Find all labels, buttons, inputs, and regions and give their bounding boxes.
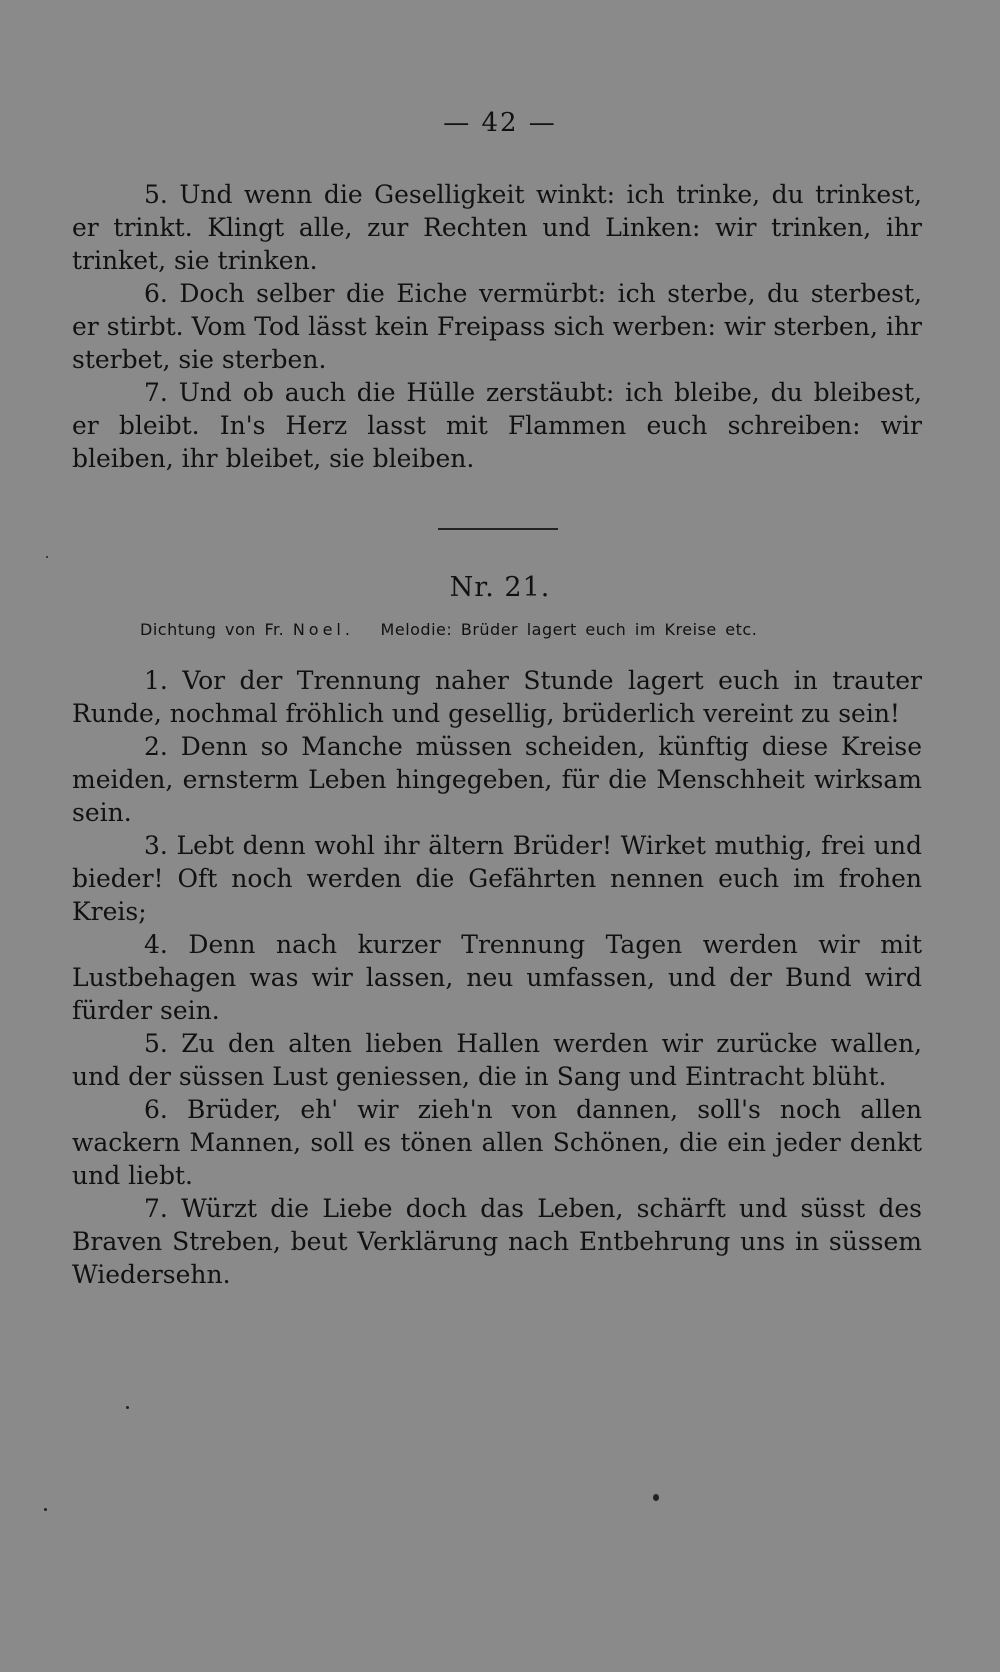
song-credits <box>140 620 860 639</box>
verse-number: 7. <box>144 378 168 407</box>
song-title: Nr. 21. <box>449 572 551 603</box>
verse-text: Denn so Manche müssen scheiden, künftig diese Kreise meiden, ernsterm Leben hingegeben, für die Menschheit wirksam sein. <box>72 732 923 827</box>
verse-text: Doch selber die Eiche vermürbt: ich sterbe, du sterbest, er stirbt. Vom Tod lässt kein Freipass sich werben: wir sterben, ihr sterbet, sie sterben. <box>72 279 922 374</box>
verse-text: Und wenn die Geselligkeit winkt: ich trinke, du trinkest, er trinkt. Klingt alle, zur Rechten und Linken: wir trinken, ihr trinket, sie trinken. <box>72 180 923 275</box>
verse-top-6 <box>72 277 922 376</box>
section-divider <box>438 528 558 530</box>
credit-prefix: Dichtung von Fr. <box>140 620 285 639</box>
verse-text: Würzt die Liebe doch das Leben, schärft und süsst des Braven Streben, beut Verklärung nach Entbehrung uns in süssem Wiedersehn. <box>72 1194 922 1289</box>
verse-top-5 <box>72 178 922 277</box>
verse-text: Zu den alten lieben Hallen werden wir zurücke wallen, und der süssen Lust geniessen, die in Sang und Eintracht blüht. <box>72 1029 922 1091</box>
verses-top <box>72 178 922 475</box>
verse-text: Und ob auch die Hülle zerstäubt: ich bleibe, du bleibest, er bleibt. In's Herz lasst mit Flammen euch schreiben: wir bleiben, ihr bleibet, sie bleiben. <box>72 378 922 473</box>
verse-top-7 <box>72 376 922 475</box>
verse-text: Vor der Trennung naher Stunde lagert euch in trauter Runde, nochmal fröhlich und gesellig, brüderlich vereint zu sein! <box>72 666 922 728</box>
verse-number: 5. <box>144 1029 168 1058</box>
verse-number: 7. <box>144 1194 168 1223</box>
verse-song-1 <box>72 664 922 730</box>
verse-text: Lebt denn wohl ihr ältern Brüder! Wirket muthig, frei und bieder! Oft noch werden die Gefährten nennen euch im frohen Kreis; <box>72 831 922 926</box>
verse-song-3 <box>72 829 922 928</box>
verse-song-2 <box>72 730 922 829</box>
author-name: Noel. <box>292 620 354 639</box>
verse-number: 1. <box>144 666 168 695</box>
ink-speck <box>653 1494 659 1501</box>
verse-number: 4. <box>144 930 168 959</box>
verse-number: 3. <box>144 831 168 860</box>
verse-number: 6. <box>144 1095 168 1124</box>
ink-speck <box>126 1406 129 1409</box>
verses-song <box>72 664 922 1291</box>
verse-text: Denn nach kurzer Trennung Tagen werden wir mit Lustbehagen was wir lassen, neu umfassen, und der Bund wird fürder sein. <box>72 930 922 1025</box>
ink-speck <box>44 1508 47 1511</box>
verse-song-6 <box>72 1093 922 1192</box>
verse-number: 5. <box>144 180 168 209</box>
verse-song-5 <box>72 1027 922 1093</box>
verse-text: Brüder, eh' wir zieh'n von dannen, soll's noch allen wackern Mannen, soll es tönen allen Schönen, die ein jeder denkt und liebt. <box>72 1095 922 1190</box>
verse-number: 6. <box>144 279 168 308</box>
verse-song-4 <box>72 928 922 1027</box>
page-number: — 42 — <box>443 108 557 138</box>
verse-song-7 <box>72 1192 922 1291</box>
verse-number: 2. <box>144 732 168 761</box>
melody-note: Melodie: Brüder lagert euch im Kreise etc. <box>380 620 758 639</box>
ink-speck <box>46 556 48 558</box>
